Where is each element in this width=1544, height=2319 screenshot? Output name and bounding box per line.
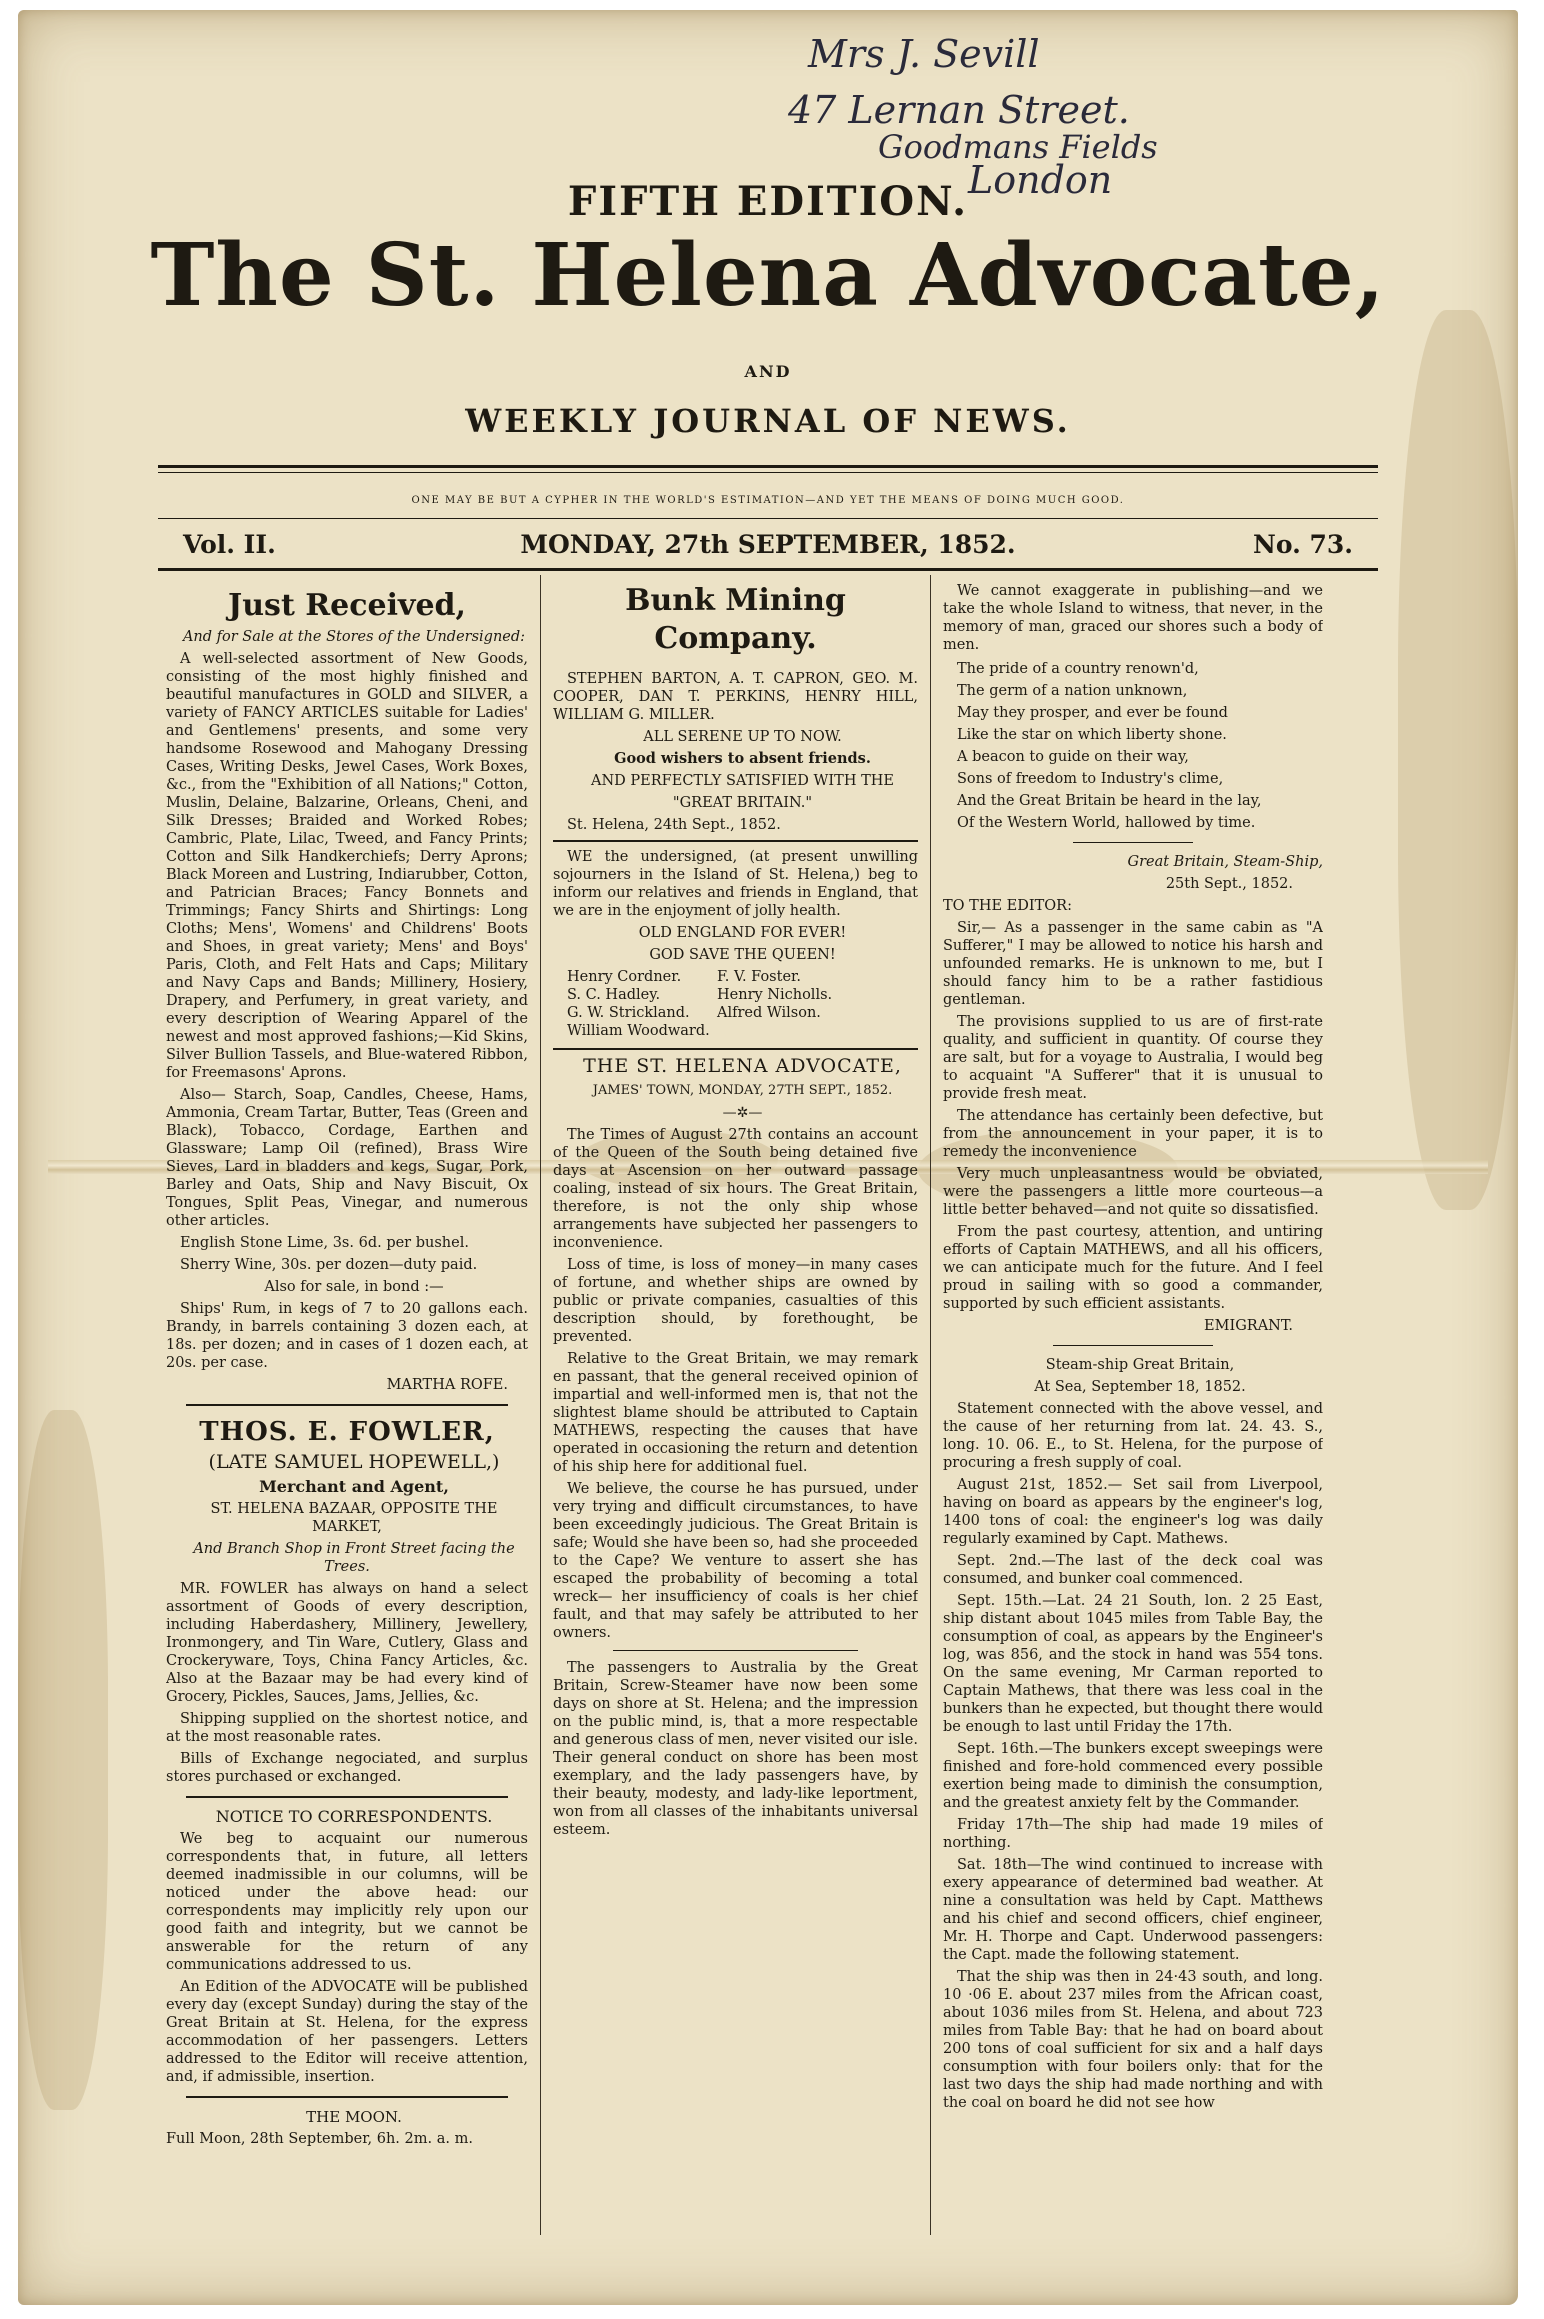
volume-label: Vol. II. [183, 530, 276, 559]
moon-heading: THE MOON. [306, 2108, 402, 2126]
letter-paragraph: The attendance has certainly been defective, but from the announcement in your paper, it is to remedy the inconvenience [943, 1108, 1323, 1160]
ad-paragraph: Also— Starch, Soap, Candles, Cheese, Hams, Ammonia, Cream Tartar, Butter, Teas (Green and Black), Tobacco, Cordage, Earthen and Glassware; Lamp Oil (refined), Brass Wire Sieves, Lard in bladders and kegs, Sugar, Pork, Barley and Oats, Ship and Navy Biscuit, Ox Tongues, Split Peas, Vinegar, and numerous other articles. [166, 1087, 528, 1229]
ad-paragraph: English Stone Lime, 3s. 6d. per bushel. [180, 1235, 469, 1251]
letter-salutation: TO THE EDITOR: [943, 898, 1072, 914]
ad-paragraph: MR. FOWLER has always on hand a select assortment of Goods of every description, including Haberdashery, Millinery, Jewellery, Ironmongery, and Tin Ware, Cutlery, Glass and Crockeryware, Toys, China Fancy Articles, &c. Also at the Bazaar may be had every kind of Grocery, Pickles, Sauces, Jams, Jellies, &c. [166, 1581, 528, 1705]
ad-line: OLD ENGLAND FOR EVER! [638, 925, 847, 941]
poem-line: And the Great Britain be heard in the lay, [957, 793, 1262, 809]
masthead-rule [158, 472, 1378, 473]
log-heading: At Sea, September 18, 1852. [1034, 1379, 1246, 1395]
motto: ONE MAY BE BUT A CYPHER IN THE WORLD'S ESTIMATION—AND YET THE MEANS OF DOING MUCH GOOD. [411, 495, 1125, 506]
edition-label: FIFTH EDITION. [567, 178, 969, 225]
section-separator [186, 1796, 508, 1798]
letter-signer: EMIGRANT. [1204, 1318, 1293, 1334]
leader-paragraph: We believe, the course he has pursued, under very trying and difficult circumstances, to have been exceedingly judicious. The Great Britain is safe; Would she have been so, had she proceeded to the Cape? We venture to assert she has escaped the probability of becoming a total wreck— her insufficiency of coals is her chief fault, and that may safely be attributed to her owners. [553, 1481, 918, 1641]
section-separator [553, 1048, 918, 1050]
column-2 [553, 582, 918, 2245]
ad-heading: Bunk Mining [625, 583, 846, 618]
ad-subheading: ST. HELENA BAZAAR, OPPOSITE THE MARKET, [210, 1501, 498, 1535]
leader-paragraph: The Times of August 27th contains an account of the Queen of the South being detained five days at Ascension on her outward passage coaling, instead of six hours. The Great Britain, therefore, is not the only ship whose arrangements have subjected her passengers to inconvenience. [553, 1127, 918, 1251]
section-separator [613, 1650, 858, 1651]
column-3 [943, 582, 1323, 2245]
log-paragraph: Sept. 2nd.—The last of the deck coal was consumed, and bunker coal commenced. [943, 1553, 1323, 1587]
signatory-name: F. V. Foster. [717, 969, 801, 985]
ad-paragraph: Shipping supplied on the shortest notice, and at the most reasonable rates. [166, 1711, 528, 1745]
title-connector: AND [744, 362, 792, 381]
log-paragraph: Friday 17th—The ship had made 19 miles of northing. [943, 1817, 1323, 1851]
column-divider [540, 575, 541, 2235]
column-divider [930, 575, 931, 2235]
poem-line: The pride of a country renown'd, [957, 661, 1199, 677]
signatory-list [567, 968, 918, 1040]
leader-paragraph: Relative to the Great Britain, we may remark en passant, that the general received opinion of impartial and well-informed men is, that not the slightest blame should be attributed to Captain MATHEWS, respecting the causes that have operated in occasioning the return and detention of his ship here for additional fuel. [553, 1351, 918, 1475]
newspaper-sheet [18, 10, 1518, 2305]
notice-paragraph: An Edition of the ADVOCATE will be published every day (except Sunday) during the stay of the Great Britain at St. Helena, for the express accommodation of her passengers. Letters addressed to the Editor will receive attention, and, if admissible, insertion. [166, 1979, 528, 2085]
leader-paragraph: Loss of time, is loss of money—in many cases of fortune, and whether ships are owned by public or private companies, casualties of this description should, by forethought, be prevented. [553, 1257, 918, 1345]
notice-paragraph: We beg to acquaint our numerous correspondents that, in future, all letters deemed inadmissible in our columns, will be noticed under the above head: our correspondents may implicitly rely upon our good faith and integrity, but we cannot be answerable for the return of any communications addressed to us. [166, 1831, 528, 1973]
ornament-divider: —✲— [722, 1105, 763, 1121]
section-separator [186, 1404, 508, 1406]
section-separator [186, 2096, 508, 2098]
ad-line: "GREAT BRITAIN." [672, 795, 813, 811]
issue-number: No. 73. [1253, 530, 1353, 559]
ad-line: AND PERFECTLY SATISFIED WITH THE [591, 773, 894, 789]
poem-line: The germ of a nation unknown, [957, 683, 1188, 699]
ad-line: GOD SAVE THE QUEEN! [649, 947, 836, 963]
newspaper-subtitle: WEEKLY JOURNAL OF NEWS. [465, 402, 1071, 440]
moon-text: Full Moon, 28th September, 6h. 2m. a. m. [166, 2131, 473, 2147]
dateline-rule [158, 568, 1378, 571]
poem-line: Sons of freedom to Industry's clime, [957, 771, 1224, 787]
ad-heading: Company. [654, 621, 817, 656]
ad-signer: MARTHA ROFE. [386, 1377, 508, 1393]
ad-line: St. Helena, 24th Sept., 1852. [567, 817, 781, 833]
signatory-name: William Woodward. [567, 1023, 710, 1039]
log-paragraph: Statement connected with the above vessel, and the cause of her returning from lat. 24. 43. S., long. 10. 06. E., to St. Helena, for the purpose of procuring a fresh supply of coal. [943, 1401, 1323, 1471]
signatory-row [567, 986, 918, 1004]
ad-subheading: And Branch Shop in Front Street facing the Trees. [193, 1541, 515, 1575]
signature-line: Mrs J. Sevill [808, 32, 1040, 76]
poem-line: Of the Western World, hallowed by time. [957, 815, 1256, 831]
signatory-name: G. W. Strickland. [567, 1005, 690, 1021]
poem-line: Like the star on which liberty shone. [957, 727, 1227, 743]
ad-paragraph: Ships' Rum, in kegs of 7 to 20 gallons each. Brandy, in barrels containing 3 dozen each, at 18s. per dozen; and in cases of 1 dozen each, at 20s. per case. [166, 1301, 528, 1371]
leader-dateline: JAMES' TOWN, MONDAY, 27TH SEPT., 1852. [592, 1083, 893, 1098]
log-paragraph: August 21st, 1852.— Set sail from Liverpool, having on board as appears by the engineer's log, 1400 tons of coal: the engineer's log was daily regularly examined by Capt. Mathews. [943, 1477, 1323, 1547]
signatory-row [567, 968, 918, 986]
ad-subheading: Merchant and Agent, [259, 1477, 449, 1496]
section-separator [1073, 842, 1193, 843]
edge-stain [18, 1410, 108, 2110]
ad-line: Good wishers to absent friends. [614, 750, 871, 767]
ad-paragraph: A well-selected assortment of New Goods, consisting of the most highly finished and beautiful manufactures in GOLD and SILVER, a variety of FANCY ARTICLES suitable for Ladies' and Gentlemens' presents, and some very handsome Rosewood and Mahogany Dressing Cases, Writing Desks, Jewel Cases, Work Boxes, &c., from the "Exhibition of all Nations;" Cotton, Muslin, Delaine, Balzarine, Orleans, Cheni, and Silk Dresses; Braided and Worked Robes; Cambric, Plate, Lilac, Tweed, and Fancy Prints; Cotton and Silk Handkerchiefs; Derry Aprons; Black Moreen and Lustring, Indiarubber, Cotton, and Patrician Braces; Fancy Bonnets and Trimmings; Fancy Shirts and Shirtings: Long Cloths; Mens', Womens' and Childrens' Boots and Shoes, in great variety; Mens' and Boys' Paris, Cloth, and Felt Hats and Caps; Military and Navy Caps and Bands; Millinery, Hosiery, Drapery, and Perfumery, in great variety, and every description of Wearing Apparel of the newest and most approved fashions;—Kid Skins, Silver Bullion Tassels, and Blue-watered Ribbon, for Freemasons' Aprons. [166, 651, 528, 1081]
notice-heading: NOTICE TO CORRESPONDENTS. [215, 1807, 493, 1826]
article-paragraph: We cannot exaggerate in publishing—and we take the whole Island to witness, that never, in the memory of man, graced our shores such a body of men. [943, 583, 1323, 653]
signature-line: Goodmans Fields [878, 128, 1158, 166]
poem-line: A beacon to guide on their way, [957, 749, 1189, 765]
ad-line: ALL SERENE UP TO NOW. [643, 729, 842, 745]
signatory-name: Henry Cordner. [567, 969, 682, 985]
signatory-row [567, 1004, 918, 1022]
letter-date: 25th Sept., 1852. [1165, 876, 1293, 892]
log-heading: Steam-ship Great Britain, [1045, 1357, 1235, 1373]
poem-line: May they prosper, and ever be found [957, 705, 1228, 721]
log-paragraph: Sat. 18th—The wind continued to increase with exery appearance of determined bad weather. At nine a consultation was held by Capt. Matthews and his chief and second officers, chief engineer, Mr. H. Thorpe and Capt. Underwood passengers: the Capt. made the following statement. [943, 1857, 1323, 1963]
ad-paragraph: STEPHEN BARTON, A. T. CAPRON, GEO. M. COOPER, DAN T. PERKINS, HENRY HILL, WILLIAM G. MILLER. [553, 671, 918, 723]
ad-paragraph: WE the undersigned, (at present unwilling sojourners in the Island of St. Helena,) beg to inform our relatives and friends in England, that we are in the enjoyment of jolly health. [553, 849, 918, 919]
signatory-name: S. C. Hadley. [567, 987, 661, 1003]
ad-paragraph: Bills of Exchange negociated, and surplus stores purchased or exchanged. [166, 1751, 528, 1785]
signature-line: 47 Lernan Street. [788, 88, 1130, 132]
ad-subheading: And for Sale at the Stores of the Undersigned: [182, 629, 526, 645]
ad-heading: THOS. E. FOWLER, [199, 1417, 495, 1447]
newspaper-title: The St. Helena Advocate, [150, 225, 1386, 326]
issue-date: MONDAY, 27th SEPTEMBER, 1852. [520, 530, 1016, 559]
ad-paragraph: Also for sale, in bond :— [264, 1279, 444, 1295]
edge-stain [1398, 310, 1518, 1210]
letter-paragraph: The provisions supplied to us are of first-rate quality, and sufficient in quantity. Of course they are salt, but for a voyage to Australia, I would beg to acquaint "A Sufferer" that it is unusual to provide fresh meat. [943, 1014, 1323, 1102]
signature-line: London [968, 158, 1113, 202]
letter-paragraph: Sir,— As a passenger in the same cabin as "A Sufferer," I may be allowed to notice his harsh and unfounded remarks. He is unknown to me, but I should fancy him to be a rather fastidious gentleman. [943, 920, 1323, 1008]
ad-paragraph: Sherry Wine, 30s. per dozen—duty paid. [180, 1257, 478, 1273]
log-paragraph: Sept. 16th.—The bunkers except sweepings were finished and fore-hold commenced every possible exertion being made to diminish the consumption, and the greatest anxiety felt by the Commander. [943, 1741, 1323, 1811]
leader-paragraph: The passengers to Australia by the Great Britain, Screw-Steamer have now been some days on shore at St. Helena; and the impression on the public mind, is, that a more respectable and generous class of men, never visited our isle. Their general conduct on shore has been most exemplary, and the lady passengers have, by their beauty, modesty, and lady-like leportment, won from all classes of the inhabitants universal esteem. [553, 1660, 918, 1838]
signatory-row [567, 1022, 918, 1040]
ad-subheading: (LATE SAMUEL HOPEWELL,) [208, 1451, 500, 1473]
letter-paragraph: From the past courtesy, attention, and untiring efforts of Captain MATHEWS, and all his officers, we can anticipate much for the future. And I feel proud in sailing with so good a commander, supported by such efficient assistants. [943, 1224, 1323, 1312]
signatory-name: Alfred Wilson. [717, 1005, 821, 1021]
log-paragraph: That the ship was then in 24·43 south, and long. 10 ·06 E. about 237 miles from the African coast, about 1036 miles from St. Helena, and about 723 miles from Table Bay: that he had on board about 200 tons of coal sufficient for six and a half days consumption with four boilers only: that for the last two days the ship had made northing and with the coal on board he did not see how [943, 1969, 1323, 2111]
leader-heading: THE ST. HELENA ADVOCATE, [583, 1055, 902, 1077]
section-separator [1053, 1345, 1213, 1346]
ad-heading: Just Received, [228, 588, 466, 623]
letter-paragraph: Very much unpleasantness would be obviated, were the passengers a little more courteous—a little better behaved—and not quite so dissatisfied. [943, 1166, 1323, 1218]
section-separator [553, 840, 918, 842]
masthead-rule [158, 465, 1378, 468]
column-1 [166, 582, 528, 2245]
letter-place: Great Britain, Steam-Ship, [1127, 854, 1323, 870]
signatory-name: Henry Nicholls. [717, 987, 833, 1003]
dateline-rule [158, 518, 1378, 519]
log-paragraph: Sept. 15th.—Lat. 24 21 South, lon. 2 25 East, ship distant about 1045 miles from Table Bay, the consumption of coal, as appears by the Engineer's log, was 856, and the stock in hand was 554 tons. On the same evening, Mr Carman reported to Captain Mathews, that there was less coal in the bunkers than he expected, but thought there would be enough to last until Friday the 17th. [943, 1593, 1323, 1735]
